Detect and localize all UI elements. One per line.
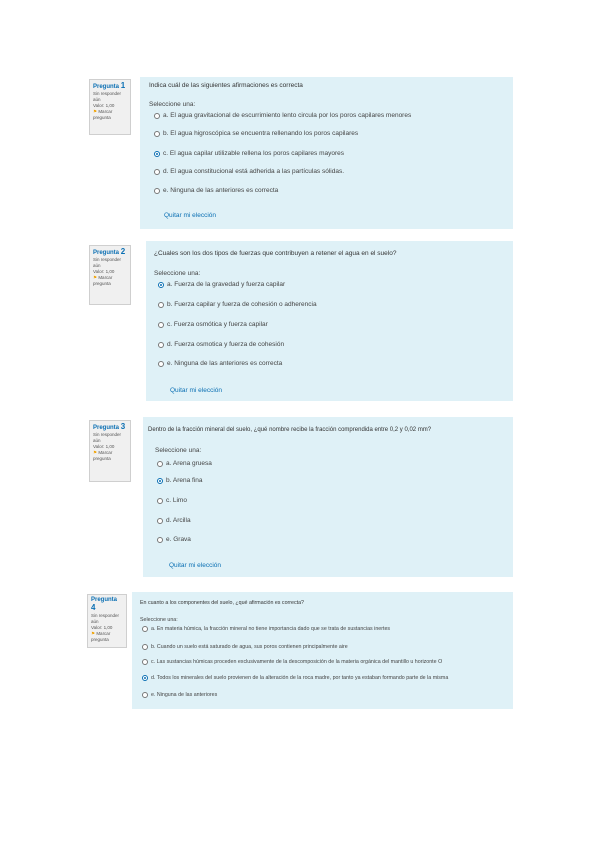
answer-option-e[interactable] bbox=[142, 692, 217, 698]
question-label: Pregunta bbox=[93, 84, 120, 90]
radio-button-selected[interactable] bbox=[157, 478, 163, 484]
flag-question-link[interactable] bbox=[93, 275, 127, 287]
option-label: d. El agua constitucional está adherida a las partículas sólidas. bbox=[163, 168, 345, 175]
question-content-1 bbox=[140, 77, 513, 229]
answer-option-c[interactable] bbox=[142, 659, 442, 665]
clear-choice-link[interactable]: Quitar mi elección bbox=[170, 387, 223, 394]
answer-option-b[interactable] bbox=[154, 130, 358, 137]
question-info-3 bbox=[89, 420, 131, 482]
option-label: e. Ninguna de las anteriores es correcta bbox=[163, 187, 279, 194]
question-points: Valor: 1,00 bbox=[93, 269, 115, 274]
option-label: b. Fuerza capilar y fuerza de cohesión o adherencia bbox=[167, 301, 317, 308]
option-label: c. Fuerza osmótica y fuerza capilar bbox=[167, 321, 268, 328]
question-content-3 bbox=[143, 417, 513, 577]
answer-option-c[interactable] bbox=[158, 321, 268, 328]
radio-button[interactable] bbox=[142, 659, 148, 665]
question-status: Sin responder aún bbox=[93, 257, 122, 268]
select-one-prompt: Seleccione una: bbox=[149, 101, 196, 108]
radio-button[interactable] bbox=[154, 188, 160, 194]
radio-button[interactable] bbox=[157, 461, 163, 467]
question-label: Pregunta bbox=[93, 250, 120, 256]
radio-button[interactable] bbox=[154, 169, 160, 175]
flag-icon: ⚑ bbox=[93, 450, 98, 455]
option-label: c. Las sustancias húmicas proceden exclusivamente de la descomposición de la materia orgánica del mantillo u horizonte O bbox=[151, 659, 443, 665]
answer-option-a[interactable] bbox=[154, 112, 411, 119]
radio-button[interactable] bbox=[158, 361, 164, 367]
radio-button[interactable] bbox=[158, 322, 164, 328]
answer-option-e[interactable] bbox=[158, 360, 282, 367]
radio-button[interactable] bbox=[158, 342, 164, 348]
question-status: Sin responder aún bbox=[93, 91, 122, 102]
answer-option-a[interactable] bbox=[158, 281, 285, 288]
answer-option-d[interactable] bbox=[157, 517, 191, 524]
answer-option-c[interactable] bbox=[157, 497, 187, 504]
question-status: Sin responder aún bbox=[91, 613, 120, 624]
question-label: Pregunta bbox=[93, 425, 120, 431]
question-number bbox=[93, 423, 127, 432]
answer-option-d[interactable] bbox=[142, 675, 448, 681]
option-label: b. El agua higroscópica se encuentra rellenando los poros capilares bbox=[163, 130, 359, 137]
option-label: b. Arena fina bbox=[166, 477, 203, 484]
question-number bbox=[91, 597, 123, 613]
flag-question-link[interactable] bbox=[93, 109, 127, 121]
question-label: Pregunta bbox=[91, 597, 118, 603]
answer-option-a[interactable] bbox=[142, 626, 390, 632]
radio-button[interactable] bbox=[154, 131, 160, 137]
option-label: a. Fuerza de la gravedad y fuerza capilar bbox=[167, 281, 286, 288]
question-number-value: 3 bbox=[120, 422, 126, 431]
radio-button[interactable] bbox=[142, 644, 148, 650]
option-label: e. Grava bbox=[166, 536, 191, 543]
answer-option-a[interactable] bbox=[157, 460, 212, 467]
radio-button[interactable] bbox=[157, 518, 163, 524]
question-text: ¿Cuales son los dos tipos de fuerzas que contribuyen a retener el agua en el suelo? bbox=[154, 250, 397, 257]
option-label: d. Arcilla bbox=[166, 517, 191, 524]
flag-icon: ⚑ bbox=[93, 109, 98, 114]
radio-button[interactable] bbox=[158, 302, 164, 308]
flag-question-link[interactable] bbox=[93, 450, 127, 462]
select-one-prompt: Seleccione una: bbox=[154, 270, 201, 277]
question-status: Sin responder aún bbox=[93, 432, 122, 443]
question-number bbox=[93, 248, 127, 257]
question-info-4 bbox=[87, 594, 127, 648]
answer-option-e[interactable] bbox=[157, 536, 191, 543]
option-label: e. Ninguna de las anteriores es correcta bbox=[167, 360, 283, 367]
question-text: En cuanto a los componentes del suelo, ¿qué afirmación es correcta? bbox=[140, 600, 305, 606]
question-number bbox=[93, 82, 127, 91]
flag-question-link[interactable] bbox=[91, 631, 123, 643]
question-content-4 bbox=[132, 592, 513, 709]
answer-option-b[interactable] bbox=[158, 301, 317, 308]
flag-icon: ⚑ bbox=[91, 631, 96, 636]
radio-button-selected[interactable] bbox=[158, 282, 164, 288]
radio-button[interactable] bbox=[157, 537, 163, 543]
question-number-value: 4 bbox=[91, 603, 96, 612]
question-content-2 bbox=[146, 241, 513, 401]
answer-option-b[interactable] bbox=[142, 644, 348, 650]
radio-button[interactable] bbox=[142, 626, 148, 632]
clear-choice-link[interactable]: Quitar mi elección bbox=[164, 212, 217, 219]
radio-button[interactable] bbox=[154, 113, 160, 119]
option-label: a. En materia húmica, la fracción mineral no tiene importancia dado que se trata de sustancias inertes bbox=[151, 626, 391, 632]
question-number-value: 2 bbox=[120, 247, 126, 256]
answer-option-c[interactable] bbox=[154, 150, 344, 157]
answer-option-b[interactable] bbox=[157, 477, 203, 484]
answer-option-d[interactable] bbox=[158, 341, 284, 348]
option-label: c. Limo bbox=[166, 497, 187, 504]
question-info-2 bbox=[89, 245, 131, 305]
answer-option-e[interactable] bbox=[154, 187, 278, 194]
question-text: Dentro de la fracción mineral del suelo, ¿qué nombre recibe la fracción comprendida entre 0,2 y 0,02 mm? bbox=[148, 427, 432, 433]
question-points: Valor: 1,00 bbox=[91, 625, 113, 630]
select-one-prompt: Seleccione una: bbox=[155, 447, 202, 454]
option-label: d. Todos los minerales del suelo provienen de la alteración de la roca madre, por tanto ya estaban formando parte de la misma bbox=[151, 675, 449, 681]
option-label: c. El agua capilar utilizable rellena los poros capilares mayores bbox=[163, 150, 345, 157]
flag-label: Marcar pregunta bbox=[93, 450, 113, 461]
question-number-value: 1 bbox=[120, 81, 126, 90]
question-text: Indica cuál de las siguientes afirmaciones es correcta bbox=[149, 82, 303, 89]
radio-button[interactable] bbox=[157, 498, 163, 504]
select-one-prompt: Seleccione una: bbox=[140, 617, 178, 623]
radio-button[interactable] bbox=[142, 692, 148, 698]
radio-button-selected[interactable] bbox=[154, 151, 160, 157]
question-info-1 bbox=[89, 79, 131, 135]
option-label: a. Arena gruesa bbox=[166, 460, 212, 467]
flag-label: Marcar pregunta bbox=[93, 275, 113, 286]
question-points: Valor: 1,00 bbox=[93, 444, 115, 449]
answer-option-d[interactable] bbox=[154, 168, 344, 175]
option-label: a. El agua gravitacional de escurrimiento lento circula por los poros capilares menores bbox=[163, 112, 412, 119]
radio-button-selected[interactable] bbox=[142, 675, 148, 681]
option-label: e. Ninguna de las anteriores bbox=[151, 692, 218, 698]
option-label: d. Fuerza osmotica y fuerza de cohesión bbox=[167, 341, 285, 348]
flag-icon: ⚑ bbox=[93, 275, 98, 280]
option-label: b. Cuando un suelo está saturado de agua, sus poros contienen principalmente aire bbox=[151, 644, 348, 650]
flag-label: Marcar pregunta bbox=[93, 109, 113, 120]
question-points: Valor: 1,00 bbox=[93, 103, 115, 108]
clear-choice-link[interactable]: Quitar mi elección bbox=[169, 562, 222, 569]
flag-label: Marcar pregunta bbox=[91, 631, 111, 642]
